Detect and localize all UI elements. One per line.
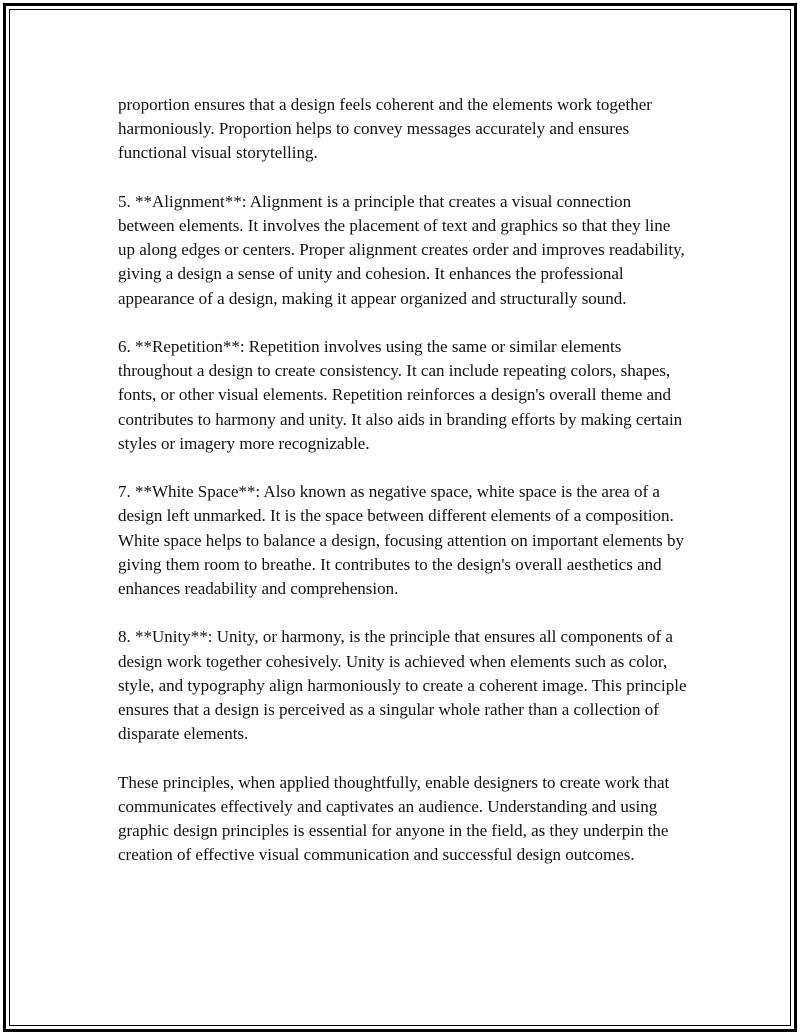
paragraph-proportion-continued: proportion ensures that a design feels coherent and the elements work together harmoniously. Proportion helps to convey messages accurately and ensures functional visual storytelling. bbox=[118, 95, 652, 163]
paragraph-white-space: 7. **White Space**: Also known as negative space, white space is the area of a design left unmarked. It is the space between different elements of a composition. White space helps to balance a design, focusing attention on important elements by giving them room to breathe. It contributes to the design's overall aesthetics and enhances readability and comprehension. bbox=[118, 482, 685, 599]
paragraph-unity: 8. **Unity**: Unity, or harmony, is the principle that ensures all components of a design work together cohesively. Unity is achieved when elements such as color, style, and typography align harmoniously to create a coherent image. This principle ensures that a design is perceived as a singular whole rather than a collection of disparate elements. bbox=[118, 627, 687, 744]
paragraph-alignment: 5. **Alignment**: Alignment is a principle that creates a visual connection between elements. It involves the placement of text and graphics so that they line up along edges or centers. Proper alignment creates order and improves readability, giving a design a sense of unity and cohesion. It enhances the professional appearance of a design, making it appear organized and structurally sound. bbox=[118, 191, 685, 308]
paragraph-conclusion: These principles, when applied thoughtfully, enable designers to create work that communicates effectively and captivates an audience. Understanding and using graphic design principles is essential for anyone in the field, as they underpin the creation of effective visual communication and successful design outcomes. bbox=[118, 772, 670, 865]
document-body bbox=[118, 93, 690, 892]
paragraph-repetition: 6. **Repetition**: Repetition involves using the same or similar elements throughout a design to create consistency. It can include repeating colors, shapes, fonts, or other visual elements. Repetition reinforces a design's overall theme and contributes to harmony and unity. It also aids in branding efforts by making certain styles or imagery more recognizable. bbox=[118, 337, 683, 453]
